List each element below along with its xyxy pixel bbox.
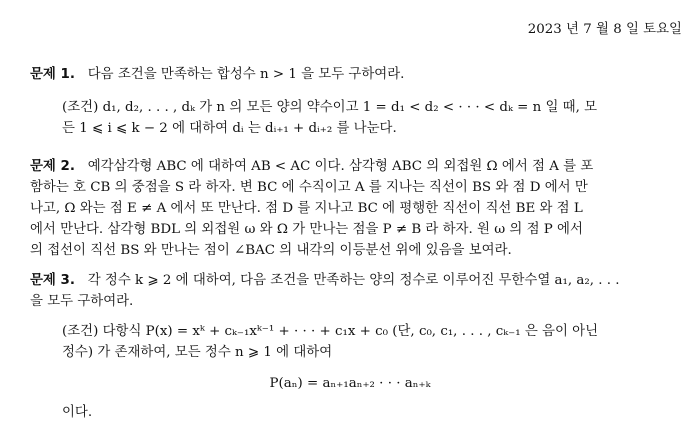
problem-3-line-1: 각 정수 k ⩾ 2 에 대하여, 다음 조건을 만족하는 양의 정수로 이루어진 무한수열 a₁, a₂, . . . bbox=[87, 273, 620, 288]
problem-3-heading bbox=[30, 274, 620, 287]
problem-2-line-4: 에서 만난다. 삼각형 BDL 의 외접원 ω 와 Ω 가 만나는 점을 P ≠ B 라 하자. 원 ω 의 점 P 에서 bbox=[30, 222, 583, 237]
problem-2-line-5: 의 접선이 직선 BS 와 만나는 점이 ∠BAC 의 내각의 이등분선 위에 있음을 보여라. bbox=[30, 243, 512, 258]
problem-1-line-2: (조건) d₁, d₂, . . . , dₖ 가 n 의 모든 양의 약수이고 1 = d₁ < d₂ < · · · < dₖ = n 일 때, 모 bbox=[62, 100, 598, 115]
problem-2-heading bbox=[30, 160, 593, 173]
problem-2-line-1: 예각삼각형 ABC 에 대하여 AB < AC 이다. 삼각형 ABC 의 외접원 Ω 에서 점 A 를 포 bbox=[87, 159, 594, 174]
problem-1-line-3: 든 1 ⩽ i ⩽ k − 2 에 대하여 dᵢ 는 dᵢ₊₁ + dᵢ₊₂ 를 나눈다. bbox=[62, 121, 397, 136]
problem-1-line-1: 다음 조건을 만족하는 합성수 n > 1 을 모두 구하여라. bbox=[87, 67, 405, 82]
problem-3-label: 문제 3. bbox=[30, 273, 75, 288]
problem-3-line-3: (조건) 다항식 P(x) = xᵏ + cₖ₋₁xᵏ⁻¹ + · · · + c₁x + c₀ (단, c₀, c₁, . . . , cₖ₋₁ 은 음이 아닌 bbox=[62, 324, 599, 339]
problem-1-heading bbox=[30, 68, 404, 81]
problem-3-line-4: 정수) 가 존재하여, 모든 정수 n ⩾ 1 에 대하여 bbox=[62, 345, 333, 360]
problem-3-equation: P(aₙ) = aₙ₊₁aₙ₊₂ · · · aₙ₊ₖ bbox=[269, 376, 431, 391]
problem-2-line-3: 나고, Ω 와는 점 E ≠ A 에서 또 만난다. 점 D 를 지나고 BC 에 평행한 직선이 직선 BE 와 점 L bbox=[30, 201, 583, 216]
problem-1-label: 문제 1. bbox=[30, 67, 75, 82]
problem-3-line-2: 을 모두 구하여라. bbox=[30, 294, 134, 309]
problem-2-label: 문제 2. bbox=[30, 159, 75, 174]
date: 2023 년 7 월 8 일 토요일 bbox=[527, 22, 682, 37]
problem-3-line-6: 이다. bbox=[62, 405, 93, 420]
problem-2-line-2: 함하는 호 CB 의 중점을 S 라 하자. 변 BC 에 수직이고 A 를 지나는 직선이 BS 와 점 D 에서 만 bbox=[30, 180, 588, 195]
